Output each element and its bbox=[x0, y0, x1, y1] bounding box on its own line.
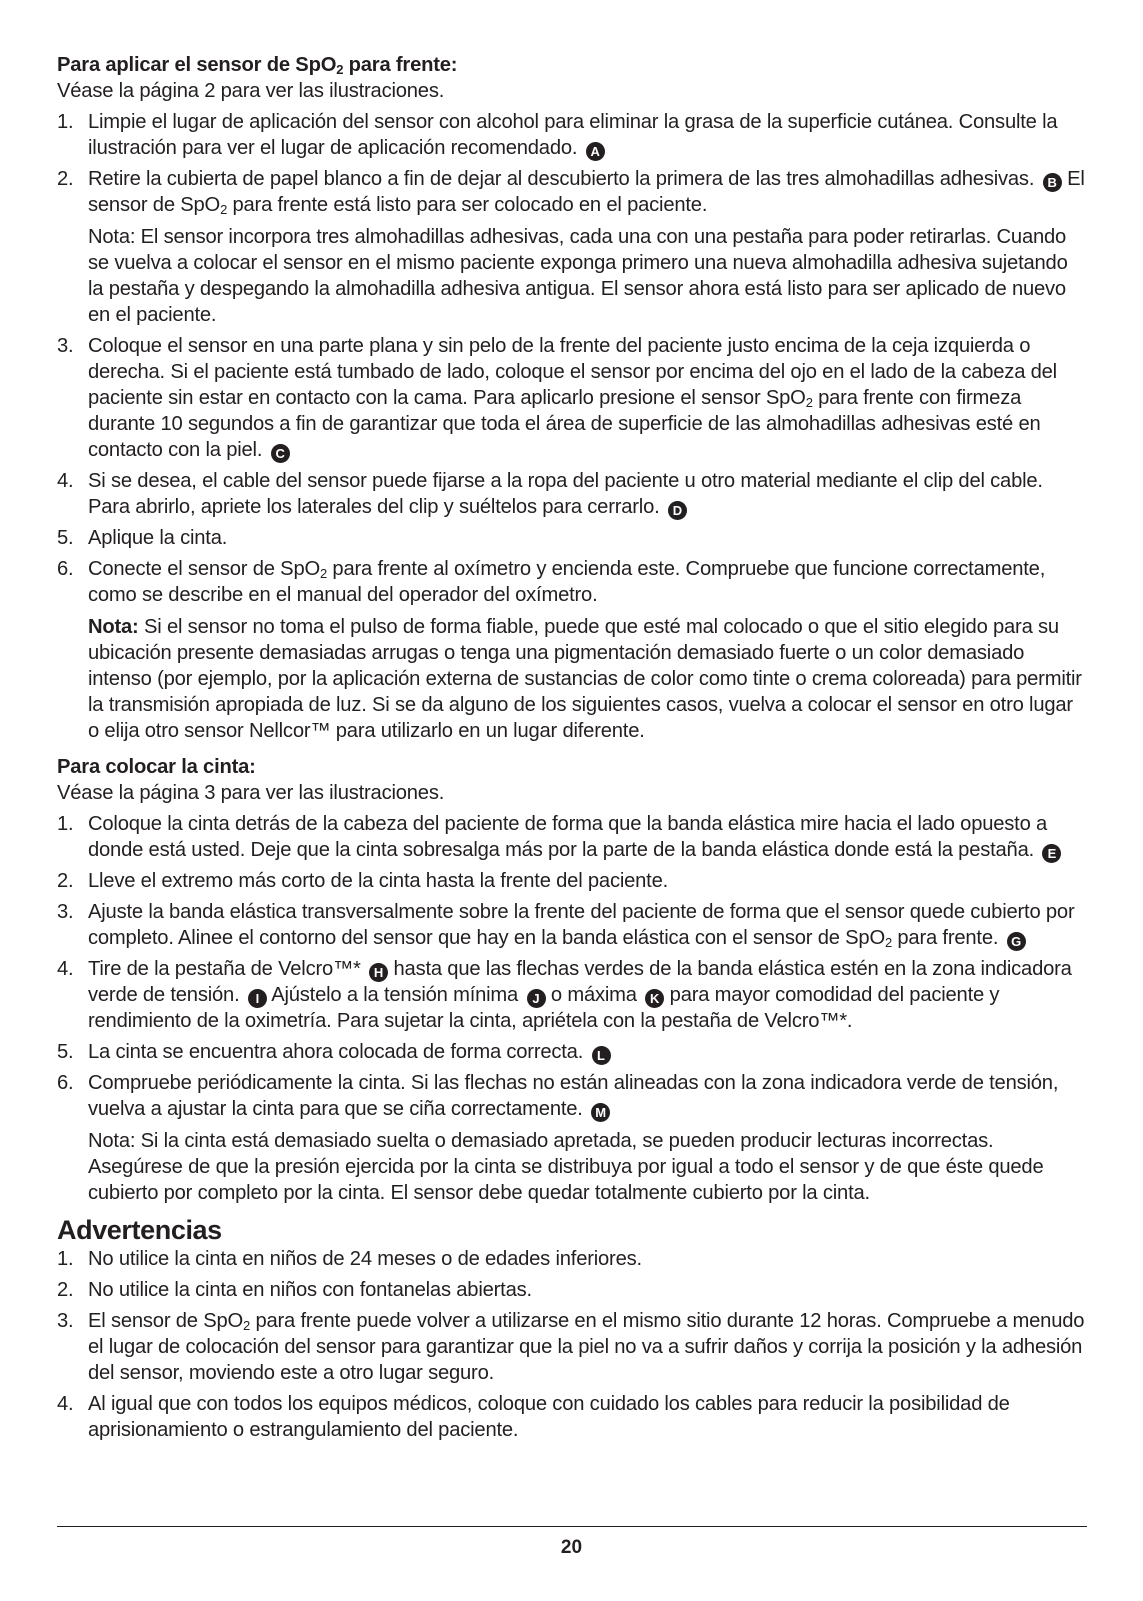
list-item: 5. Aplique la cinta. bbox=[57, 527, 228, 549]
section-apply-tape bbox=[57, 754, 1087, 1206]
figure-marker-icon: L bbox=[592, 1046, 611, 1065]
section-apply-sensor bbox=[57, 52, 1087, 744]
list-item: 3. Coloque el sensor en una parte plana y sin pelo de la frente del paciente justo encima de la ceja izquierda o derecha. Si el paciente está tumbado de lado, coloque el sensor por encima del ojo en el lado de la cabeza del paciente sin estar en contacto con la cama. Para aplicarlo presione el sensor SpO$_2$ para frente con firmeza durante 10 segundos a fin de garantizar que toda el área de superficie de las almohadillas adhesivas esté en contacto con la piel. C bbox=[57, 335, 1057, 461]
section-heading: Para colocar la cinta: bbox=[57, 756, 256, 778]
figure-marker-icon: K bbox=[645, 989, 664, 1008]
note: Nota: El sensor incorpora tres almohadillas adhesivas, cada una con una pestaña para poder retirarlas. Cuando se vuelva a colocar el sensor en el mismo paciente exponga primero una nueva almohadilla adhesiva sujetando la pestaña y despegando la almohadilla adhesiva antigua. El sensor ahora está listo para ser aplicado de nuevo en el paciente. bbox=[88, 226, 1068, 326]
figure-marker-icon: A bbox=[586, 142, 605, 161]
section-heading: Para aplicar el sensor de SpO$_2$ para frente: bbox=[57, 54, 458, 77]
list-item: 5. La cinta se encuentra ahora colocada de forma correcta. L bbox=[57, 1039, 1087, 1065]
footer-divider bbox=[57, 1526, 1087, 1527]
section-subtitle: Véase la página 3 para ver las ilustraciones. bbox=[57, 782, 445, 804]
list-item: 6. Conecte el sensor de SpO$_2$ para frente al oxímetro y encienda este. Compruebe que funcione correctamente, como se describe en el manual del operador del oxímetro. Nota: Si el sensor no toma el pulso de forma fiable, puede que esté mal colocado o que el sitio elegido para su ubicación presente demasiadas arrugas o tenga una pigmentación demasiado fuerte o un color demasiado intenso (por ejemplo, por la aplicación externa de sustancias de color como tinte o crema coloreada) para permitir la transmisión apropiada de luz. Si se da alguno de los siguientes casos, vuelva a colocar el sensor en otro lugar o elija otro sensor Nellcor™ para utilizarlo en un lugar diferente. bbox=[57, 556, 1087, 744]
list-item: 1. Coloque la cinta detrás de la cabeza del paciente de forma que la banda elástica mire hacia el lado opuesto a donde está usted. Deje que la cinta sobresalga más por la parte de la banda elástica donde está la pestaña. E bbox=[57, 811, 1087, 863]
page-number: 20 bbox=[560, 1537, 583, 1558]
list-item: 2. No utilice la cinta en niños con fontanelas abiertas. bbox=[57, 1279, 532, 1301]
list-item: 4. Al igual que con todos los equipos médicos, coloque con cuidado los cables para reducir la posibilidad de aprisionamiento o estrangulamiento del paciente. bbox=[57, 1393, 1010, 1441]
figure-marker-icon: M bbox=[591, 1103, 610, 1122]
list-item: 3. Ajuste la banda elástica transversalmente sobre la frente del paciente de forma que el sensor quede cubierto por completo. Alinee el contorno del sensor que hay en la banda elástica con el sensor de SpO$_2$ para frente. G bbox=[57, 901, 1075, 950]
list-item: 6. Compruebe periódicamente la cinta. Si las flechas no están alineadas con la zona indicadora verde de tensión, vuelva a ajustar la cinta para que se ciña correctamente. M Nota: Si la cinta está demasiado suelta o demasiado apretada, se pueden producir lecturas incorrectas. Asegúrese de que la presión ejercida por la cinta se distribuya por igual a todo el sensor y de que éste quede cubierto por completo por la cinta. El sensor debe quedar totalmente cubierto por la cinta. bbox=[57, 1070, 1087, 1206]
note: Nota: Si el sensor no toma el pulso de forma fiable, puede que esté mal colocado o que el sitio elegido para su ubicación presente demasiadas arrugas o tenga una pigmentación demasiado fuerte o un color demasiado intenso (por ejemplo, por la aplicación externa de sustancias de color como tinte o crema coloreada) para permitir la transmisión apropiada de luz. Si se da alguno de los siguientes casos, vuelva a colocar el sensor en otro lugar o elija otro sensor Nellcor™ para utilizarlo en un lugar diferente. bbox=[88, 616, 1082, 742]
figure-marker-icon: C bbox=[271, 444, 290, 463]
list-item: 1. No utilice la cinta en niños de 24 meses o de edades inferiores. bbox=[57, 1248, 642, 1270]
section-subtitle: Véase la página 2 para ver las ilustraciones. bbox=[57, 80, 445, 102]
list-item: 2. Lleve el extremo más corto de la cinta hasta la frente del paciente. bbox=[57, 870, 669, 892]
document-page bbox=[57, 52, 1087, 1443]
steps-list bbox=[57, 811, 1087, 1206]
warnings-list bbox=[57, 1246, 1087, 1443]
figure-marker-icon: D bbox=[668, 501, 687, 520]
steps-list bbox=[57, 109, 1087, 744]
note: Nota: Si la cinta está demasiado suelta o demasiado apretada, se pueden producir lecturas incorrectas. Asegúrese de que la presión ejercida por la cinta se distribuya por igual a todo el sensor y de que éste quede cubierto por completo por la cinta. El sensor debe quedar totalmente cubierto por la cinta. bbox=[88, 1130, 1044, 1204]
section-warnings bbox=[57, 1214, 1087, 1443]
list-item: 4. Tire de la pestaña de Velcro™* H hasta que las flechas verdes de la banda elástica estén en la zona indicadora verde de tensión. I Ajústelo a la tensión mínima J o máxima K para mayor comodidad del paciente y rendimiento de la oximetría. Para sujetar la cinta, apriétela con la pestaña de Velcro™*. bbox=[57, 958, 1072, 1032]
figure-marker-icon: E bbox=[1042, 844, 1061, 863]
figure-marker-icon: J bbox=[527, 989, 546, 1008]
list-item: 2. Retire la cubierta de papel blanco a fin de dejar al descubierto la primera de las tres almohadillas adhesivas. B El sensor de SpO$_2$ para frente está listo para ser colocado en el paciente. Nota: El sensor incorpora tres almohadillas adhesivas, cada una con una pestaña para poder retirarlas. Cuando se vuelva a colocar el sensor en el mismo paciente exponga primero una nueva almohadilla adhesiva sujetando la pestaña y despegando la almohadilla adhesiva antigua. El sensor ahora está listo para ser aplicado de nuevo en el paciente. bbox=[57, 166, 1087, 328]
figure-marker-icon: B bbox=[1043, 173, 1062, 192]
list-item: 4. Si se desea, el cable del sensor puede fijarse a la ropa del paciente u otro material mediante el clip del cable. Para abrirlo, apriete los laterales del clip y suéltelos para cerrarlo. D bbox=[57, 470, 1043, 518]
figure-marker-icon: I bbox=[248, 989, 267, 1008]
list-item: 1. Limpie el lugar de aplicación del sensor con alcohol para eliminar la grasa de la superficie cutánea. Consulte la ilustración para ver el lugar de aplicación recomendado. A bbox=[57, 111, 1058, 159]
figure-marker-icon: H bbox=[369, 963, 388, 982]
list-item: 3. El sensor de SpO$_2$ para frente puede volver a utilizarse en el mismo sitio durante 12 horas. Compruebe a menudo el lugar de colocación del sensor para garantizar que la piel no va a sufrir daños y corrija la posición y la adhesión del sensor, moviendo este a otro lugar seguro. bbox=[57, 1310, 1085, 1384]
figure-marker-icon: G bbox=[1007, 932, 1026, 951]
warnings-title: Advertencias bbox=[57, 1215, 222, 1245]
